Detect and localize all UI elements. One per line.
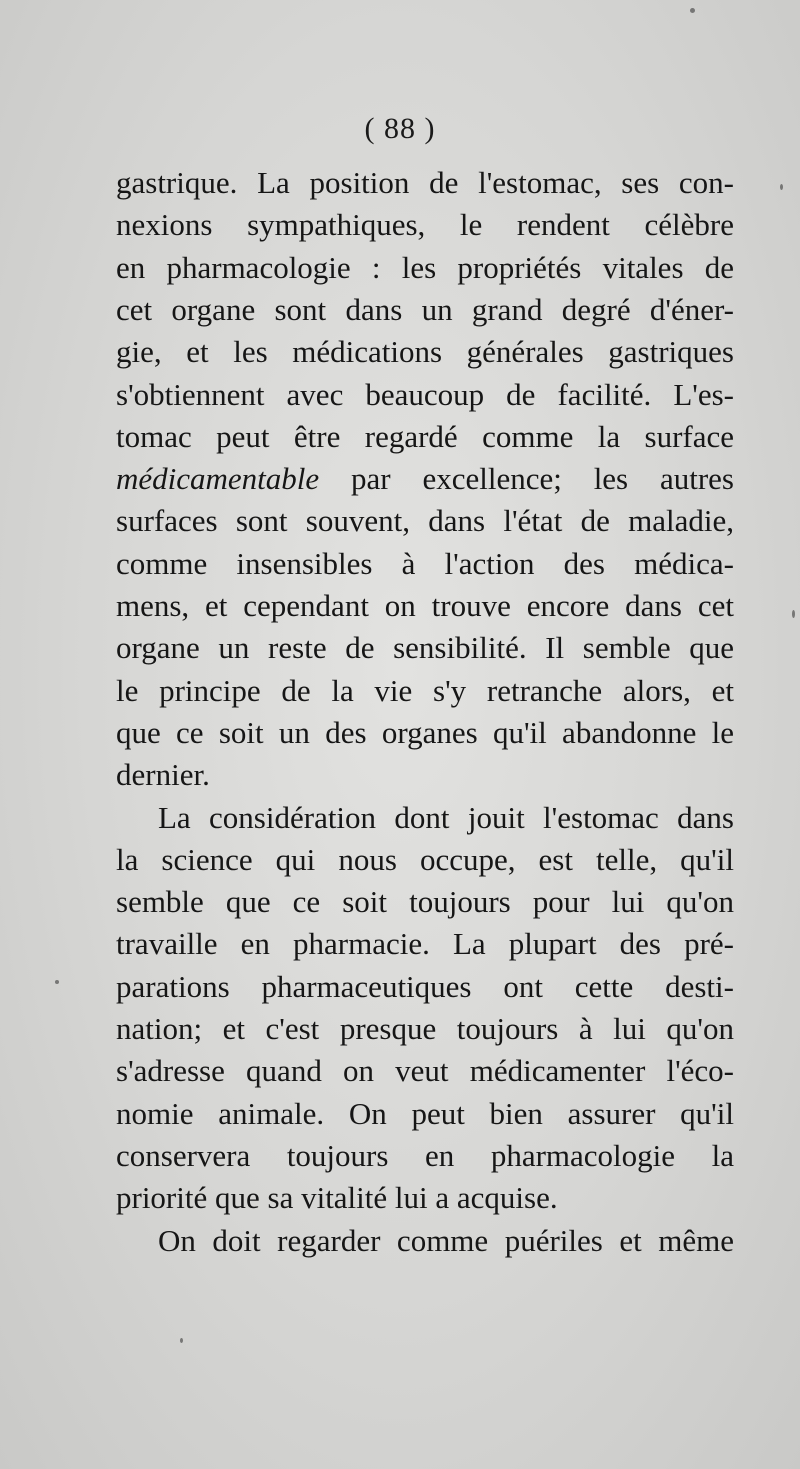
text-line-content: s'obtiennent avec beaucoup de facilité. L'es-	[116, 376, 734, 412]
text-line	[116, 1008, 734, 1050]
text-line	[116, 289, 734, 331]
text-line-content: comme insensibles à l'action des médica-	[116, 545, 734, 581]
italic-term: médicamentable	[116, 461, 320, 497]
text-line-content: s'adresse quand on veut médicamenter l'éco-	[116, 1053, 734, 1089]
text-line	[116, 670, 734, 712]
text-line	[116, 1135, 734, 1177]
text-line	[116, 500, 734, 542]
paper-speck	[180, 1338, 183, 1343]
text-line-content: travaille en pharmacie. La plupart des pré-	[116, 926, 734, 962]
text-line	[116, 754, 734, 796]
text-line-content: que ce soit un des organes qu'il abandonne le	[116, 714, 734, 750]
text-line	[116, 839, 734, 881]
text-line-content: conservera toujours en pharmacologie la	[116, 1137, 734, 1173]
text-line	[158, 797, 734, 839]
paper-speck	[55, 980, 59, 984]
text-line	[116, 374, 734, 416]
text-line	[116, 416, 734, 458]
text-line-content: le principe de la vie s'y retranche alors, et	[116, 672, 734, 708]
text-line	[116, 247, 734, 289]
text-line	[116, 204, 734, 246]
text-line	[116, 923, 734, 965]
text-line-content: la science qui nous occupe, est telle, qu'il	[116, 841, 734, 877]
text-line	[116, 458, 734, 500]
text-line-content: mens, et cependant on trouve encore dans cet	[116, 588, 734, 623]
text-line	[116, 1093, 734, 1135]
text-line-content: surfaces sont souvent, dans l'état de maladie,	[116, 503, 734, 539]
text-line	[116, 712, 734, 754]
text-line-content: nexions sympathiques, le rendent célèbre	[116, 207, 734, 243]
text-line	[116, 162, 734, 204]
text-line	[116, 585, 734, 627]
text-line-content: tomac peut être regardé comme la surface	[116, 418, 734, 454]
text-line-content: nomie animale. On peut bien assurer qu'il	[116, 1095, 734, 1131]
text-line	[116, 1050, 734, 1092]
text-line	[158, 1220, 734, 1262]
text-line	[116, 881, 734, 923]
paper-speck	[792, 610, 795, 618]
text-line	[116, 331, 734, 373]
paper-speck	[690, 8, 695, 13]
text-line-content: nation; et c'est presque toujours à lui qu'on	[116, 1011, 734, 1046]
text-line	[116, 627, 734, 669]
text-line-content: On doit regarder comme puériles et même	[158, 1222, 734, 1258]
text-line-content: La considération dont jouit l'estomac dans	[158, 799, 734, 835]
paper-speck	[780, 184, 783, 190]
page-number: ( 88 )	[364, 112, 436, 145]
text-line	[116, 966, 734, 1008]
text-line	[116, 543, 734, 585]
text-line	[116, 1177, 734, 1219]
text-line-content: cet organe sont dans un grand degré d'éner-	[116, 291, 734, 327]
text-line-content: en pharmacologie : les propriétés vitales de	[116, 249, 734, 285]
text-line-content: par excellence; les autres	[319, 461, 734, 497]
text-line-content: gie, et les médications générales gastriques	[116, 334, 734, 370]
text-line-content: gastrique. La position de l'estomac, ses con-	[116, 165, 734, 200]
text-line-content: dernier.	[116, 757, 210, 793]
text-line-content: semble que ce soit toujours pour lui qu'on	[116, 884, 734, 920]
text-line-content: parations pharmaceutiques ont cette desti-	[116, 968, 734, 1004]
text-line-content: organe un reste de sensibilité. Il semble que	[116, 630, 734, 666]
text-line-content: priorité que sa vitalité lui a acquise.	[116, 1180, 558, 1216]
